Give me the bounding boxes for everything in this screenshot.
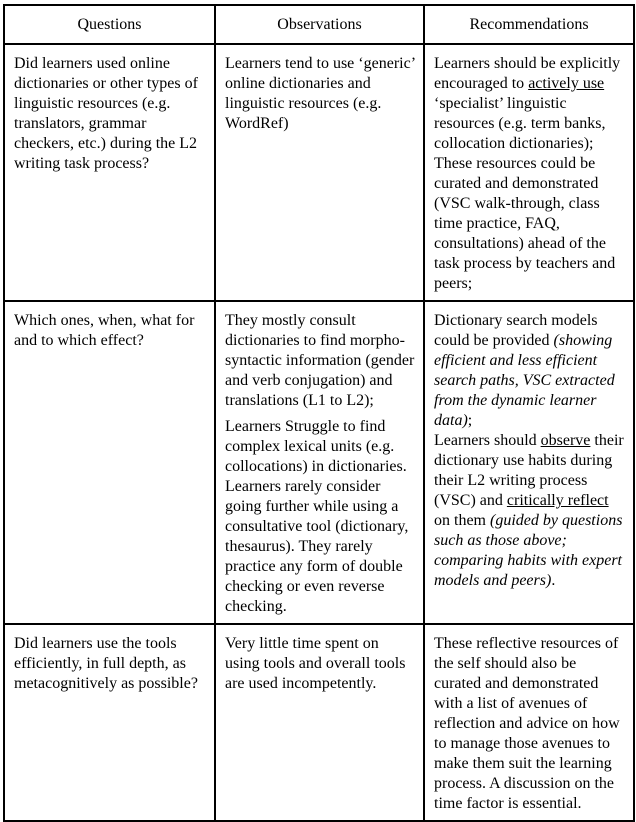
underlined-text-run: critically reflect [506, 492, 609, 509]
text-run: Did learners used online dictionaries or other types of linguistic resources (e.g. translators, grammar checkers, etc.) during the L2 writing task process? [14, 55, 198, 172]
text-run: Which ones, when, what for and to which effect? [14, 312, 195, 349]
column-header-recommendations: Recommendations [424, 5, 634, 44]
table-row [4, 624, 634, 821]
cell-recommendations [424, 44, 634, 301]
italic-text-run: (guided by questions such as those above; comparing habits with expert models and peers) [434, 512, 623, 589]
cell-paragraph [434, 311, 625, 591]
column-header-questions: Questions [4, 5, 215, 44]
text-run: ‘specialist’ linguistic resources (e.g. term banks, collocation dictionaries); These resources could be curated and demonstrated (VSC walk-through, class time practice, FAQ, consultations) ahead of the task process by teachers and peers; [434, 95, 616, 292]
cell-paragraph [225, 311, 415, 411]
underlined-text-run: observe [540, 432, 591, 449]
text-run: These reflective resources of the self should also be curated and demonstrated with a list of avenues of reflection and advice on how to manage those avenues to make them suit the learning process. A discussion on the time factor is essential. [434, 635, 620, 812]
text-run: They mostly consult dictionaries to find morpho-syntactic information (gender and verb conjugation) and translations (L1 to L2); [225, 312, 415, 409]
cell-recommendations [424, 301, 634, 624]
text-run: Did learners use the tools efficiently, in full depth, as metacognitively as possible? [14, 635, 198, 692]
cell-observations [215, 301, 424, 624]
table-row [4, 44, 634, 301]
cell-paragraph [225, 54, 415, 134]
text-run: Learners tend to use ‘generic’ online dictionaries and linguistic resources (e.g. WordRef) [225, 55, 415, 132]
italic-text-run: (showing efficient and less efficient search paths, VSC extracted from the dynamic learner data) [434, 332, 615, 429]
table-body [4, 44, 634, 821]
cell-recommendations [424, 624, 634, 821]
cell-paragraph [434, 634, 625, 814]
cell-paragraph [225, 417, 415, 617]
text-run: Learners should [434, 432, 541, 449]
text-run: ; [467, 412, 473, 429]
cell-questions [4, 44, 215, 301]
cell-paragraph [14, 54, 206, 174]
text-run: on them [434, 512, 490, 529]
table-row [4, 301, 634, 624]
text-run: . [551, 572, 556, 589]
cell-paragraph [14, 311, 206, 351]
text-run: Learners Struggle to find complex lexical units (e.g. collocations) in dictionaries. Learners rarely consider going further while using a consultative tool (dictionary, thesaurus). They rarely practice any form of double checking or even reverse checking. [225, 418, 409, 615]
cell-questions [4, 624, 215, 821]
table-header-row [4, 5, 634, 44]
cell-paragraph [225, 634, 415, 694]
cell-observations [215, 44, 424, 301]
text-run: their dictionary use habits during their L2 writing process (VSC) and [434, 432, 624, 509]
text-run: Very little time spent on using tools and overall tools are used incompetently. [225, 635, 406, 692]
questions-observations-recommendations-table [3, 4, 635, 822]
cell-paragraph [434, 54, 625, 294]
cell-observations [215, 624, 424, 821]
underlined-text-run: actively use [528, 75, 605, 92]
cell-paragraph [14, 634, 206, 694]
column-header-observations: Observations [215, 5, 424, 44]
text-run: Dictionary search models could be provided [434, 312, 598, 349]
text-run: Learners should be explicitly encouraged to [434, 55, 621, 92]
cell-questions [4, 301, 215, 624]
